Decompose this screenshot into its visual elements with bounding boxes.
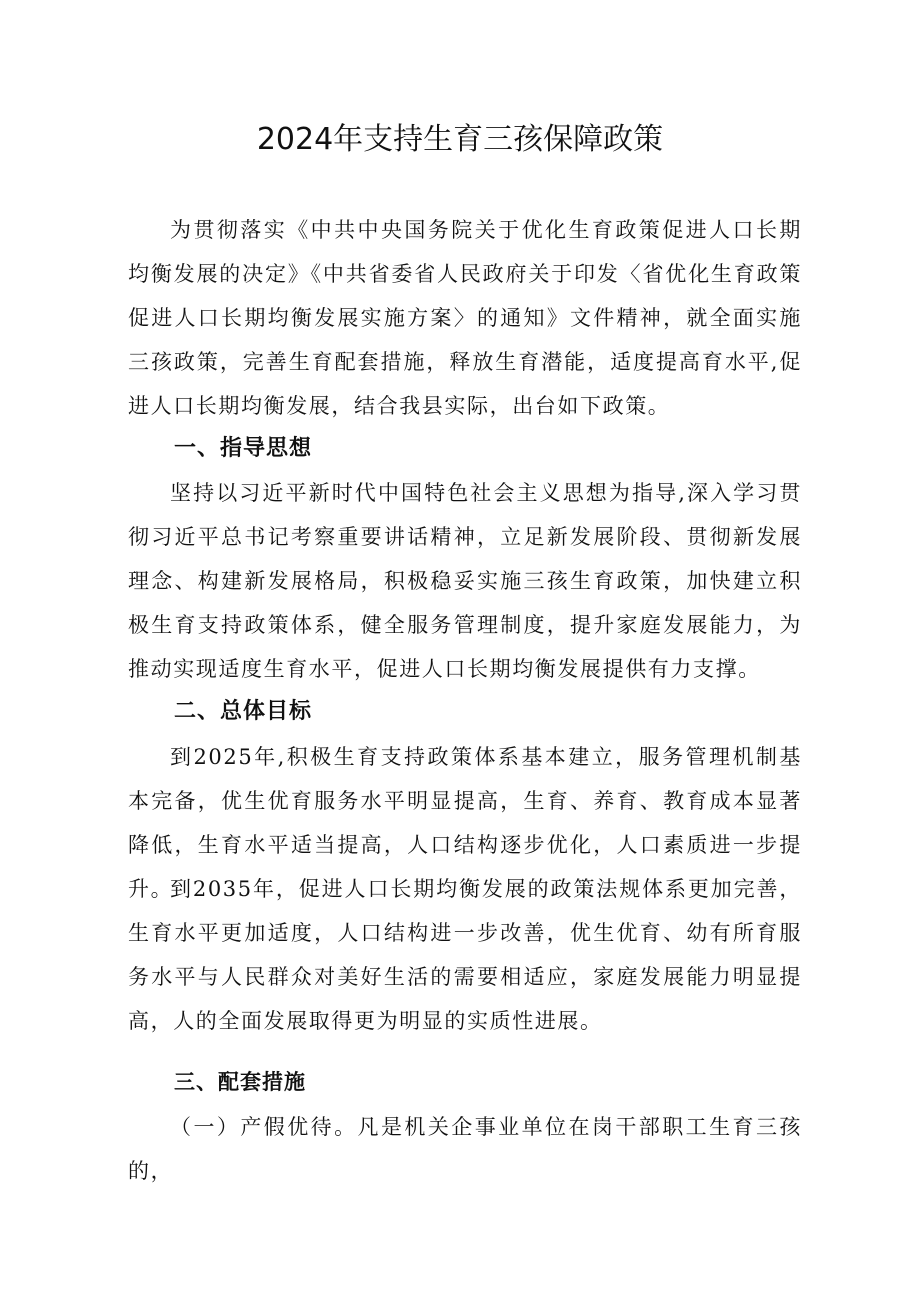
section-heading-guiding-ideology: 一、指导思想 — [174, 436, 313, 461]
intro-paragraph: 为贯彻落实《中共中央国务院关于优化生育政策促进人口长期均衡发展的决定》《中共省委省人民政府关于印发〈省优化生育政策促进人口长期均衡发展实施方案〉的通知》文件精神，就全面实施三孩政策，完善生育配套措施，释放生育潜能，适度提高育水平,促进人口长期均衡发展，结合我县实际，出台如下政策。 — [128, 218, 802, 418]
section-paragraph: （一）产假优待。凡是机关企事业单位在岗干部职工生育三孩的， — [128, 1115, 802, 1183]
section-paragraph: 到2025年,积极生育支持政策体系基本建立，服务管理机制基本完备，优生优育服务水平明显提高，生育、养育、教育成本显著降低，生育水平适当提高，人口结构逐步优化，人口素质进一步提升。 — [128, 745, 802, 901]
section-heading-supporting-measures: 三、配套措施 — [174, 1069, 306, 1094]
document-title: 2024年支持生育三孩保障政策 — [256, 122, 664, 157]
section-heading-overall-goals: 二、总体目标 — [174, 699, 313, 724]
section-paragraph: 坚持以习近平新时代中国特色社会主义思想为指导,深入学习贯彻习近平总书记考察重要讲话精神，立足新发展阶段、贯彻新发展理念、构建新发展格局，积极稳妥实施三孩生育政策，加快建立积极生育支持政策体系，健全服务管理制度，提升家庭发展能力，为推动实现适度生育水平，促进人口长期均衡发展提供有力支撑。 — [128, 481, 802, 681]
section-paragraph: 到2035年，促进人口长期均衡发展的政策法规体系更加完善，生育水平更加适度，人口结构进一步改善，优生优育、幼有所育服务水平与人民群众对美好生活的需要相适应，家庭发展能力明显提高，人的全面发展取得更为明显的实质性进展。 — [128, 877, 802, 1033]
